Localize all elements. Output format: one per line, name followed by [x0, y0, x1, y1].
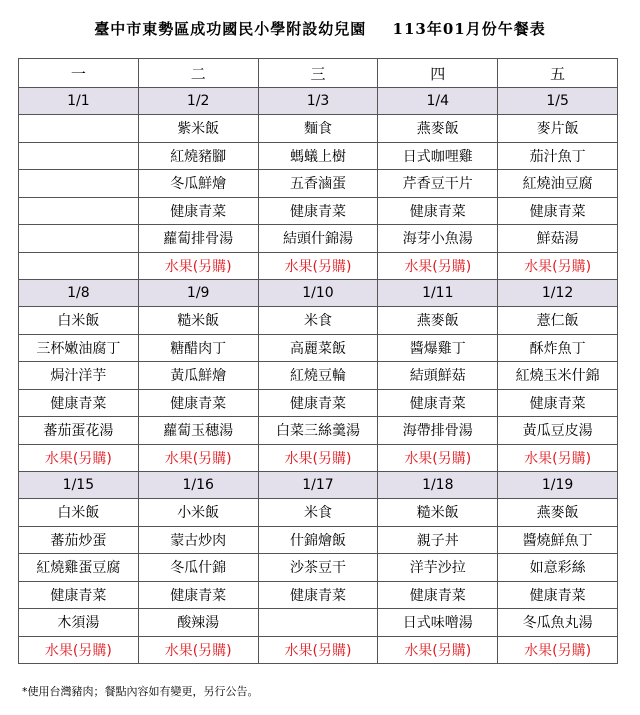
- dish-cell: 糙米飯: [138, 307, 258, 335]
- page-title: [0, 18, 640, 39]
- dish-cell: 健康青菜: [498, 581, 618, 609]
- dish-cell: 紅燒雞蛋豆腐: [19, 554, 139, 582]
- date-row: [19, 280, 618, 307]
- fruit-cell: 水果(另購): [19, 636, 139, 664]
- date-row: [19, 88, 618, 115]
- dish-row: [19, 499, 618, 527]
- dish-cell: 沙茶豆干: [258, 554, 378, 582]
- dish-cell: 結頭什錦湯: [258, 225, 378, 253]
- fruit-cell: 水果(另購): [498, 444, 618, 472]
- menu-month: 113年01月份午餐表: [392, 20, 546, 38]
- dish-cell: 蒙古炒肉: [138, 526, 258, 554]
- dish-cell: 麥片飯: [498, 115, 618, 143]
- school-name: 臺中市東勢區成功國民小學附設幼兒園: [94, 20, 367, 38]
- dish-row: [19, 334, 618, 362]
- dish-cell: 糖醋肉丁: [138, 334, 258, 362]
- dish-cell: 紫米飯: [138, 115, 258, 143]
- date-cell: 1/3: [258, 88, 378, 115]
- dish-cell: 健康青菜: [378, 389, 498, 417]
- dish-cell: 健康青菜: [19, 581, 139, 609]
- date-cell: 1/12: [498, 280, 618, 307]
- dish-cell: [19, 115, 139, 143]
- dish-cell: 冬瓜什錦: [138, 554, 258, 582]
- dish-cell: 健康青菜: [138, 197, 258, 225]
- weekday-header: 二: [138, 59, 258, 88]
- dish-cell: 螞蟻上樹: [258, 142, 378, 170]
- dish-cell: 白米飯: [19, 499, 139, 527]
- dish-row: [19, 609, 618, 637]
- weekday-header-row: [19, 59, 618, 88]
- date-cell: 1/18: [378, 472, 498, 499]
- dish-cell: 日式味噌湯: [378, 609, 498, 637]
- date-cell: 1/16: [138, 472, 258, 499]
- dish-cell: 健康青菜: [19, 389, 139, 417]
- dish-cell: 健康青菜: [498, 197, 618, 225]
- dish-cell: [19, 225, 139, 253]
- dish-cell: 健康青菜: [138, 581, 258, 609]
- dish-row: [19, 389, 618, 417]
- dish-cell: 焗汁洋芋: [19, 362, 139, 390]
- dish-cell: 冬瓜鮮燴: [138, 170, 258, 198]
- dish-cell: 白菜三絲羹湯: [258, 417, 378, 445]
- dish-cell: 健康青菜: [498, 389, 618, 417]
- dish-row: [19, 197, 618, 225]
- dish-cell: 海芽小魚湯: [378, 225, 498, 253]
- dish-row: [19, 170, 618, 198]
- fruit-row: [19, 252, 618, 280]
- date-cell: 1/11: [378, 280, 498, 307]
- dish-cell: 健康青菜: [138, 389, 258, 417]
- dish-cell: 冬瓜魚丸湯: [498, 609, 618, 637]
- dish-cell: 醬燒鮮魚丁: [498, 526, 618, 554]
- dish-row: [19, 526, 618, 554]
- dish-row: [19, 417, 618, 445]
- dish-row: [19, 142, 618, 170]
- date-cell: 1/2: [138, 88, 258, 115]
- lunch-menu-table: [18, 58, 618, 664]
- dish-cell: [19, 197, 139, 225]
- dish-cell: [19, 170, 139, 198]
- dish-cell: 木須湯: [19, 609, 139, 637]
- dish-cell: 薏仁飯: [498, 307, 618, 335]
- dish-row: [19, 554, 618, 582]
- dish-cell: [19, 142, 139, 170]
- dish-cell: 紅燒油豆腐: [498, 170, 618, 198]
- date-cell: 1/17: [258, 472, 378, 499]
- dish-cell: 白米飯: [19, 307, 139, 335]
- dish-row: [19, 581, 618, 609]
- dish-cell: 酸辣湯: [138, 609, 258, 637]
- dish-cell: 日式咖哩雞: [378, 142, 498, 170]
- date-cell: 1/10: [258, 280, 378, 307]
- date-cell: 1/8: [19, 280, 139, 307]
- dish-row: [19, 115, 618, 143]
- date-cell: 1/4: [378, 88, 498, 115]
- weekday-header: 五: [498, 59, 618, 88]
- weekday-header: 一: [19, 59, 139, 88]
- dish-cell: 海帶排骨湯: [378, 417, 498, 445]
- dish-cell: 紅燒豆輪: [258, 362, 378, 390]
- date-row: [19, 472, 618, 499]
- dish-cell: 茄汁魚丁: [498, 142, 618, 170]
- fruit-cell: 水果(另購): [498, 636, 618, 664]
- fruit-cell: 水果(另購): [258, 252, 378, 280]
- fruit-cell: 水果(另購): [138, 636, 258, 664]
- fruit-cell: 水果(另購): [138, 444, 258, 472]
- date-cell: 1/15: [19, 472, 139, 499]
- date-cell: 1/19: [498, 472, 618, 499]
- weekday-header: 三: [258, 59, 378, 88]
- dish-cell: 五香滷蛋: [258, 170, 378, 198]
- dish-cell: 洋芋沙拉: [378, 554, 498, 582]
- dish-cell: 醬爆雞丁: [378, 334, 498, 362]
- dish-cell: 米食: [258, 307, 378, 335]
- dish-cell: 健康青菜: [258, 581, 378, 609]
- fruit-cell: 水果(另購): [378, 444, 498, 472]
- fruit-row: [19, 444, 618, 472]
- fruit-cell: 水果(另購): [258, 636, 378, 664]
- dish-cell: 三杯嫩油腐丁: [19, 334, 139, 362]
- date-cell: 1/5: [498, 88, 618, 115]
- dish-cell: 健康青菜: [378, 197, 498, 225]
- dish-cell: 紅燒豬腳: [138, 142, 258, 170]
- dish-cell: 小米飯: [138, 499, 258, 527]
- dish-cell: 如意彩絲: [498, 554, 618, 582]
- dish-cell: 高麗菜飯: [258, 334, 378, 362]
- date-cell: 1/1: [19, 88, 139, 115]
- dish-cell: 黃瓜鮮燴: [138, 362, 258, 390]
- fruit-cell: 水果(另購): [19, 444, 139, 472]
- dish-cell: 蘿蔔玉穗湯: [138, 417, 258, 445]
- dish-cell: 燕麥飯: [378, 115, 498, 143]
- dish-cell: 蕃茄蛋花湯: [19, 417, 139, 445]
- dish-cell: [258, 609, 378, 637]
- dish-cell: 鮮菇湯: [498, 225, 618, 253]
- fruit-cell: [19, 252, 139, 280]
- dish-cell: 什錦燴飯: [258, 526, 378, 554]
- dish-cell: 紅燒玉米什錦: [498, 362, 618, 390]
- dish-row: [19, 362, 618, 390]
- fruit-cell: 水果(另購): [378, 636, 498, 664]
- dish-cell: 黃瓜豆皮湯: [498, 417, 618, 445]
- weekday-header: 四: [378, 59, 498, 88]
- dish-cell: 麵食: [258, 115, 378, 143]
- dish-cell: 燕麥飯: [498, 499, 618, 527]
- dish-row: [19, 225, 618, 253]
- dish-cell: 芹香豆干片: [378, 170, 498, 198]
- dish-cell: 糙米飯: [378, 499, 498, 527]
- footnote: *使用台灣豬肉；餐點內容如有變更，另行公告。: [22, 685, 259, 698]
- fruit-cell: 水果(另購): [498, 252, 618, 280]
- dish-cell: 酥炸魚丁: [498, 334, 618, 362]
- dish-cell: 蕃茄炒蛋: [19, 526, 139, 554]
- fruit-cell: 水果(另購): [378, 252, 498, 280]
- fruit-cell: 水果(另購): [258, 444, 378, 472]
- fruit-cell: 水果(另購): [138, 252, 258, 280]
- dish-cell: 燕麥飯: [378, 307, 498, 335]
- dish-cell: 結頭鮮菇: [378, 362, 498, 390]
- dish-cell: 米食: [258, 499, 378, 527]
- dish-cell: 健康青菜: [258, 389, 378, 417]
- dish-cell: 健康青菜: [258, 197, 378, 225]
- dish-row: [19, 307, 618, 335]
- fruit-row: [19, 636, 618, 664]
- dish-cell: 蘿蔔排骨湯: [138, 225, 258, 253]
- dish-cell: 健康青菜: [378, 581, 498, 609]
- dish-cell: 親子丼: [378, 526, 498, 554]
- date-cell: 1/9: [138, 280, 258, 307]
